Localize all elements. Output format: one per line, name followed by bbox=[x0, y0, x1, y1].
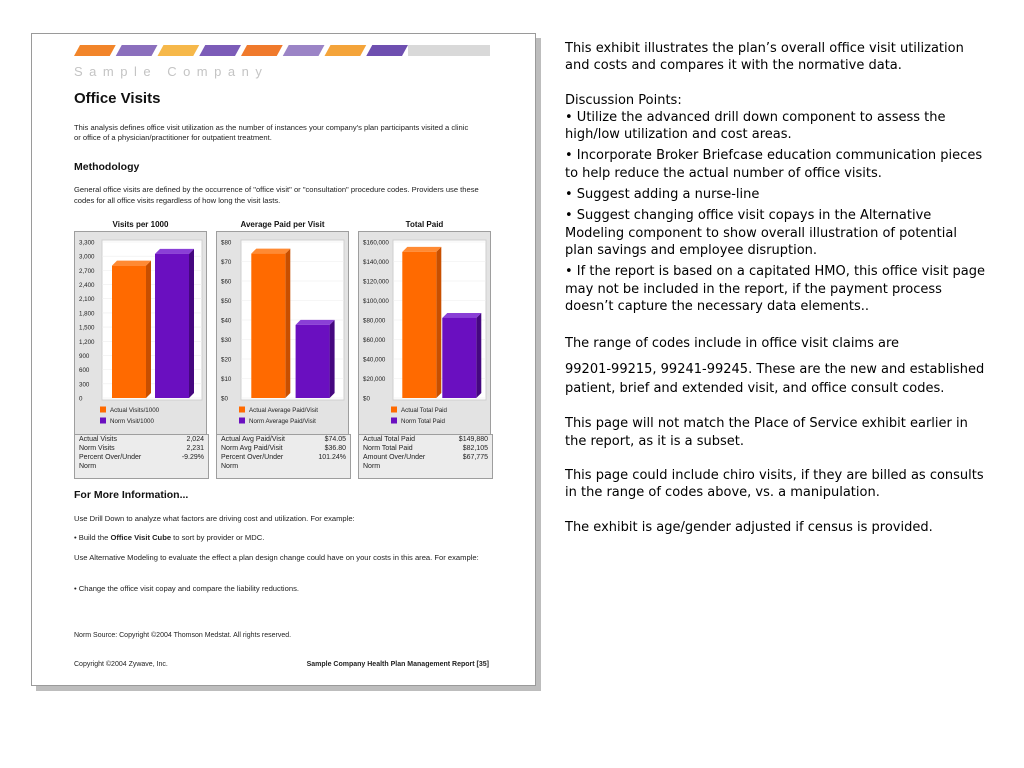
notes-intro: This exhibit illustrates the plan’s overall office visit utilization and costs and compares it with the normative data. bbox=[565, 41, 964, 74]
bar-top bbox=[402, 247, 441, 252]
stat-label: Norm Avg Paid/Visit bbox=[221, 445, 283, 452]
bullet1-suffix: to sort by provider or MDC. bbox=[171, 533, 265, 542]
page-title: Office Visits bbox=[74, 90, 161, 107]
bar bbox=[442, 318, 476, 398]
legend-swatch bbox=[239, 407, 245, 413]
legend-swatch bbox=[100, 407, 106, 413]
legend-label: Actual Total Paid bbox=[401, 407, 447, 414]
y-tick-label: 600 bbox=[79, 367, 90, 375]
stripe-segment bbox=[366, 45, 408, 56]
chart-total-paid-svg bbox=[359, 232, 492, 432]
y-tick-label: $0 bbox=[221, 395, 228, 403]
bar bbox=[296, 325, 330, 398]
stat-value: $74.05 bbox=[324, 436, 346, 443]
stat-value: $67,775 bbox=[462, 454, 488, 461]
stat-label: Percent Over/Under Norm bbox=[221, 454, 284, 470]
stat-label: Norm Visits bbox=[79, 445, 115, 452]
stripe-segment bbox=[199, 45, 241, 56]
chart-title-avg-paid: Average Paid per Visit bbox=[240, 220, 325, 229]
y-tick-label: $10 bbox=[221, 376, 232, 383]
bar bbox=[112, 266, 146, 398]
more-info-bullet2: • Change the office visit copay and compare the liability reductions. bbox=[74, 584, 299, 593]
footer-copyright: Copyright ©2004 Zywave, Inc. bbox=[74, 661, 168, 668]
stat-label: Actual Total Paid bbox=[363, 436, 416, 443]
intro-text: This analysis defines office visit utilization as the number of instances your company's plan participants visited a clinic or office of a physician/practitioner for outpatient treatment. bbox=[74, 123, 469, 142]
stripe-segment bbox=[325, 45, 367, 56]
stat-label: Percent Over/Under Norm bbox=[79, 454, 142, 470]
discussion-bullet: • Suggest adding a nurse-line bbox=[565, 187, 760, 203]
y-tick-label: $100,000 bbox=[363, 298, 389, 305]
bar-top bbox=[296, 320, 335, 325]
y-tick-label: $140,000 bbox=[363, 259, 389, 266]
methodology-heading: Methodology bbox=[74, 161, 140, 173]
stat-value: 101.24% bbox=[318, 454, 346, 461]
legend-label: Norm Visit/1000 bbox=[110, 418, 154, 425]
discussion-bullet: • Suggest changing office visit copays in the Alternative Modeling component to show overall illustration of potential plan savings and employee disruption. bbox=[565, 208, 957, 258]
stripe-segment bbox=[241, 45, 283, 56]
codes-line2: 99201-99215, 99241-99245. These are the new and established patient, brief and extended visit, and office consult codes. bbox=[565, 362, 985, 397]
stat-value: $149,880 bbox=[458, 436, 488, 443]
stat-value: $82,105 bbox=[462, 445, 488, 452]
bar-side bbox=[189, 249, 194, 398]
report-page bbox=[31, 33, 536, 686]
y-tick-label: $60 bbox=[221, 278, 232, 286]
stat-value: $36.80 bbox=[324, 445, 346, 452]
stat-label: Actual Visits bbox=[79, 436, 117, 443]
office-visit-cube-link[interactable]: Office Visit Cube bbox=[110, 533, 172, 542]
stats-total-paid bbox=[358, 434, 493, 479]
company-name: Sample Company bbox=[74, 64, 269, 79]
methodology-text: General office visits are defined by the occurrence of "office visit" or "consultation" procedure codes. Providers use these codes for all office visits regardless of how long the visit lasts. bbox=[74, 185, 479, 205]
y-tick-label: $20,000 bbox=[363, 376, 386, 383]
y-tick-label: $0 bbox=[363, 395, 370, 403]
legend-label: Actual Average Paid/Visit bbox=[249, 407, 318, 414]
bar-top bbox=[251, 249, 290, 254]
y-tick-label: 3,300 bbox=[79, 239, 95, 247]
chart-title-total-paid: Total Paid bbox=[405, 220, 444, 229]
stat-row bbox=[359, 453, 492, 471]
stat-value: 2,024 bbox=[186, 436, 204, 443]
legend-swatch bbox=[100, 418, 106, 424]
legend-swatch bbox=[391, 418, 397, 424]
y-tick-label: $60,000 bbox=[363, 337, 386, 344]
more-info-heading: For More Information... bbox=[74, 489, 189, 501]
y-tick-label: 3,000 bbox=[79, 253, 95, 261]
y-tick-label: 2,700 bbox=[79, 267, 95, 275]
more-info-bullet1 bbox=[74, 533, 494, 543]
more-info-line2: Use Alternative Modeling to evaluate the effect a plan design change could have on your costs in this area. For example: bbox=[74, 553, 479, 562]
stat-row bbox=[217, 435, 350, 444]
bar-top bbox=[442, 313, 481, 318]
stat-row bbox=[359, 444, 492, 453]
legend-label: Norm Average Paid/Visit bbox=[249, 418, 316, 425]
discussion-bullet: • Utilize the advanced drill down component to assess the high/low utilization and cost areas. bbox=[565, 109, 946, 143]
discussion-bullet: • If the report is based on a capitated HMO, this office visit page may not be included in the report, if the payment process doesn’t capture the necessary data elements.. bbox=[565, 264, 986, 314]
y-tick-label: 1,500 bbox=[79, 324, 95, 332]
y-tick-label: 300 bbox=[79, 381, 90, 389]
y-tick-label: 1,800 bbox=[79, 310, 95, 318]
codes-line1: The range of codes include in office visit claims are bbox=[565, 336, 900, 352]
more-info-line1: Use Drill Down to analyze what factors are driving cost and utilization. For example: bbox=[74, 514, 355, 523]
chart-avg-paid bbox=[216, 231, 349, 465]
y-tick-label: $40,000 bbox=[363, 356, 386, 364]
y-tick-label: 1,200 bbox=[79, 338, 95, 346]
y-tick-label: 2,100 bbox=[79, 296, 95, 304]
y-tick-label: $30 bbox=[221, 337, 232, 344]
chart-avg-paid-svg bbox=[217, 232, 350, 432]
chart-visits bbox=[74, 231, 207, 465]
bar bbox=[402, 252, 436, 398]
y-tick-label: 2,400 bbox=[79, 282, 95, 290]
norm-source: Norm Source: Copyright ©2004 Thomson Medstat. All rights reserved. bbox=[74, 632, 292, 639]
stat-row bbox=[359, 435, 492, 444]
footer-report-title: Sample Company Health Plan Management Report [35] bbox=[306, 661, 489, 668]
chart-visits-svg bbox=[75, 232, 208, 432]
y-tick-label: $50 bbox=[221, 298, 232, 305]
bar-top bbox=[155, 249, 194, 254]
discussion-heading: Discussion Points: bbox=[565, 92, 682, 108]
stripe-segment bbox=[74, 45, 116, 56]
legend-swatch bbox=[391, 407, 397, 413]
notes-age-gender: The exhibit is age/gender adjusted if census is provided. bbox=[565, 519, 933, 535]
legend-label: Norm Total Paid bbox=[401, 418, 445, 425]
y-tick-label: 900 bbox=[79, 352, 90, 360]
y-tick-label: $160,000 bbox=[363, 239, 389, 247]
y-tick-label: $80,000 bbox=[363, 317, 386, 325]
stats-visits bbox=[74, 434, 209, 479]
stat-row bbox=[75, 435, 208, 444]
stripe-segment bbox=[158, 45, 200, 56]
bullet1-prefix: • Build the bbox=[74, 533, 111, 542]
bar bbox=[251, 254, 285, 398]
stripe-segment bbox=[408, 45, 490, 56]
y-tick-label: $40 bbox=[221, 317, 232, 325]
legend-label: Actual Visits/1000 bbox=[110, 407, 160, 414]
y-tick-label: $80 bbox=[221, 239, 232, 247]
bar-side bbox=[436, 247, 441, 398]
speaker-notes bbox=[565, 40, 985, 536]
bar-side bbox=[330, 320, 335, 398]
stat-row bbox=[75, 444, 208, 453]
bar-top bbox=[112, 261, 151, 266]
stat-label: Actual Avg Paid/Visit bbox=[221, 436, 285, 443]
y-tick-label: $70 bbox=[221, 259, 232, 266]
chart-total-paid bbox=[358, 231, 491, 465]
stat-value: -9.29% bbox=[181, 454, 204, 461]
stat-value: 2,231 bbox=[186, 445, 204, 452]
y-tick-label: 0 bbox=[79, 395, 83, 403]
y-tick-label: $20 bbox=[221, 356, 232, 364]
discussion-bullet: • Incorporate Broker Briefcase education communication pieces to help reduce the actual number of office visits. bbox=[565, 148, 983, 181]
stat-label: Amount Over/Under Norm bbox=[363, 454, 426, 470]
stat-row bbox=[217, 444, 350, 453]
bar-side bbox=[476, 313, 481, 398]
stat-row bbox=[217, 453, 350, 471]
decorative-stripe bbox=[74, 45, 490, 56]
legend-swatch bbox=[239, 418, 245, 424]
stat-row bbox=[75, 453, 208, 471]
bar-side bbox=[146, 261, 151, 398]
notes-chiro: This page could include chiro visits, if they are billed as consults in the range of codes above, vs. a manipulation. bbox=[565, 468, 984, 501]
y-tick-label: $120,000 bbox=[363, 278, 389, 286]
chart-title-visits: Visits per 1000 bbox=[112, 220, 169, 229]
notes-place-of-service: This page will not match the Place of Service exhibit earlier in the report, as it is a subset. bbox=[565, 416, 968, 449]
bar-side bbox=[285, 249, 290, 398]
stats-avg-paid bbox=[216, 434, 351, 479]
stat-label: Norm Total Paid bbox=[363, 445, 413, 452]
bar bbox=[155, 254, 189, 398]
stripe-segment bbox=[283, 45, 325, 56]
stripe-segment bbox=[116, 45, 158, 56]
